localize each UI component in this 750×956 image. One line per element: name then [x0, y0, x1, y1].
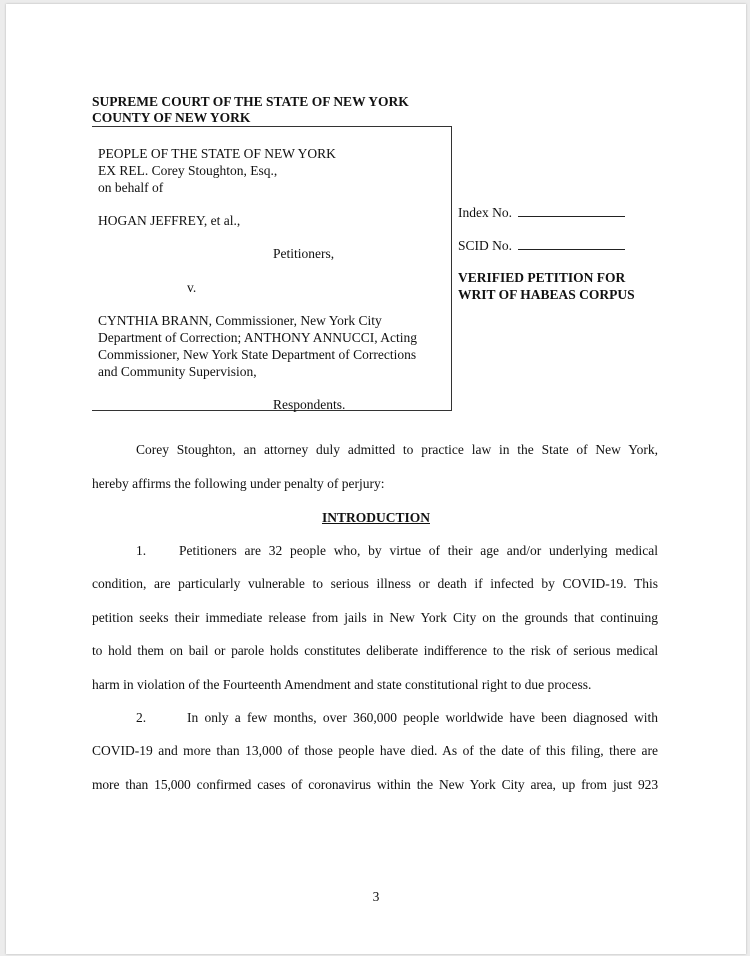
- index-number-label: Index No.: [458, 205, 512, 220]
- introduction-heading: INTRODUCTION: [321, 510, 430, 525]
- respondents-line1: CYNTHIA BRANN, Commissioner, New York City: [98, 313, 382, 328]
- court-name: SUPREME COURT OF THE STATE OF NEW YORK: [92, 94, 409, 109]
- caption-people-line2: EX REL. Corey Stoughton, Esq.,: [98, 163, 278, 178]
- paragraph-1-number: 1.: [136, 543, 147, 558]
- paragraph-1-line2: condition, are particularly vulnerable to serious illness or death if infected by COVID-19. This: [92, 576, 658, 591]
- respondents-label: Respondents.: [273, 397, 346, 412]
- scid-number-label: SCID No.: [458, 238, 513, 253]
- scid-number-blank: [518, 237, 625, 250]
- petition-title-line1: VERIFIED PETITION FOR: [458, 270, 626, 285]
- scid-number-field: [458, 237, 625, 254]
- caption-people-line3: on behalf of: [98, 180, 164, 195]
- caption-top-rule: [92, 126, 452, 127]
- petition-title-line2: WRIT OF HABEAS CORPUS: [458, 287, 635, 302]
- intro-line1: Corey Stoughton, an attorney duly admitted to practice law in the State of New York,: [136, 442, 658, 457]
- versus: v.: [187, 280, 197, 295]
- petitioners-label: Petitioners,: [273, 246, 335, 261]
- index-number-field: [458, 204, 625, 221]
- paragraph-1-line5: harm in violation of the Fourteenth Amendment and state constitutional right to due process.: [92, 677, 592, 692]
- respondents-line4: and Community Supervision,: [98, 364, 257, 379]
- intro-line2: hereby affirms the following under penalty of perjury:: [92, 476, 385, 491]
- paragraph-1-line4: to hold them on bail or parole holds constitutes deliberate indifference to the risk of serious medical: [92, 643, 658, 658]
- paragraph-1-line1: Petitioners are 32 people who, by virtue of their age and/or underlying medical: [179, 543, 658, 558]
- document-page: [6, 4, 746, 954]
- paragraph-2-line2: COVID-19 and more than 13,000 of those people have died. As of the date of this filing, there are: [92, 743, 658, 758]
- paragraph-2-number: 2.: [136, 710, 147, 725]
- index-number-blank: [518, 204, 625, 217]
- respondents-line2: Department of Correction; ANTHONY ANNUCCI, Acting: [98, 330, 417, 345]
- paragraph-2-line1: In only a few months, over 360,000 people worldwide have been diagnosed with: [187, 710, 658, 725]
- respondents-line3: Commissioner, New York State Department of Corrections: [98, 347, 417, 362]
- caption-bottom-rule: [92, 410, 452, 411]
- caption-people-line1: PEOPLE OF THE STATE OF NEW YORK: [98, 146, 336, 161]
- paragraph-1-line3: petition seeks their immediate release from jails in New York City on the grounds that continuing: [92, 610, 658, 625]
- court-county: COUNTY OF NEW YORK: [92, 110, 251, 125]
- caption-vertical-rule: [451, 126, 452, 411]
- paragraph-2-line3: more than 15,000 confirmed cases of coronavirus within the New York City area, up from just 923: [92, 777, 658, 792]
- petitioner-name: HOGAN JEFFREY, et al.,: [98, 213, 241, 228]
- page-number: 3: [372, 889, 380, 904]
